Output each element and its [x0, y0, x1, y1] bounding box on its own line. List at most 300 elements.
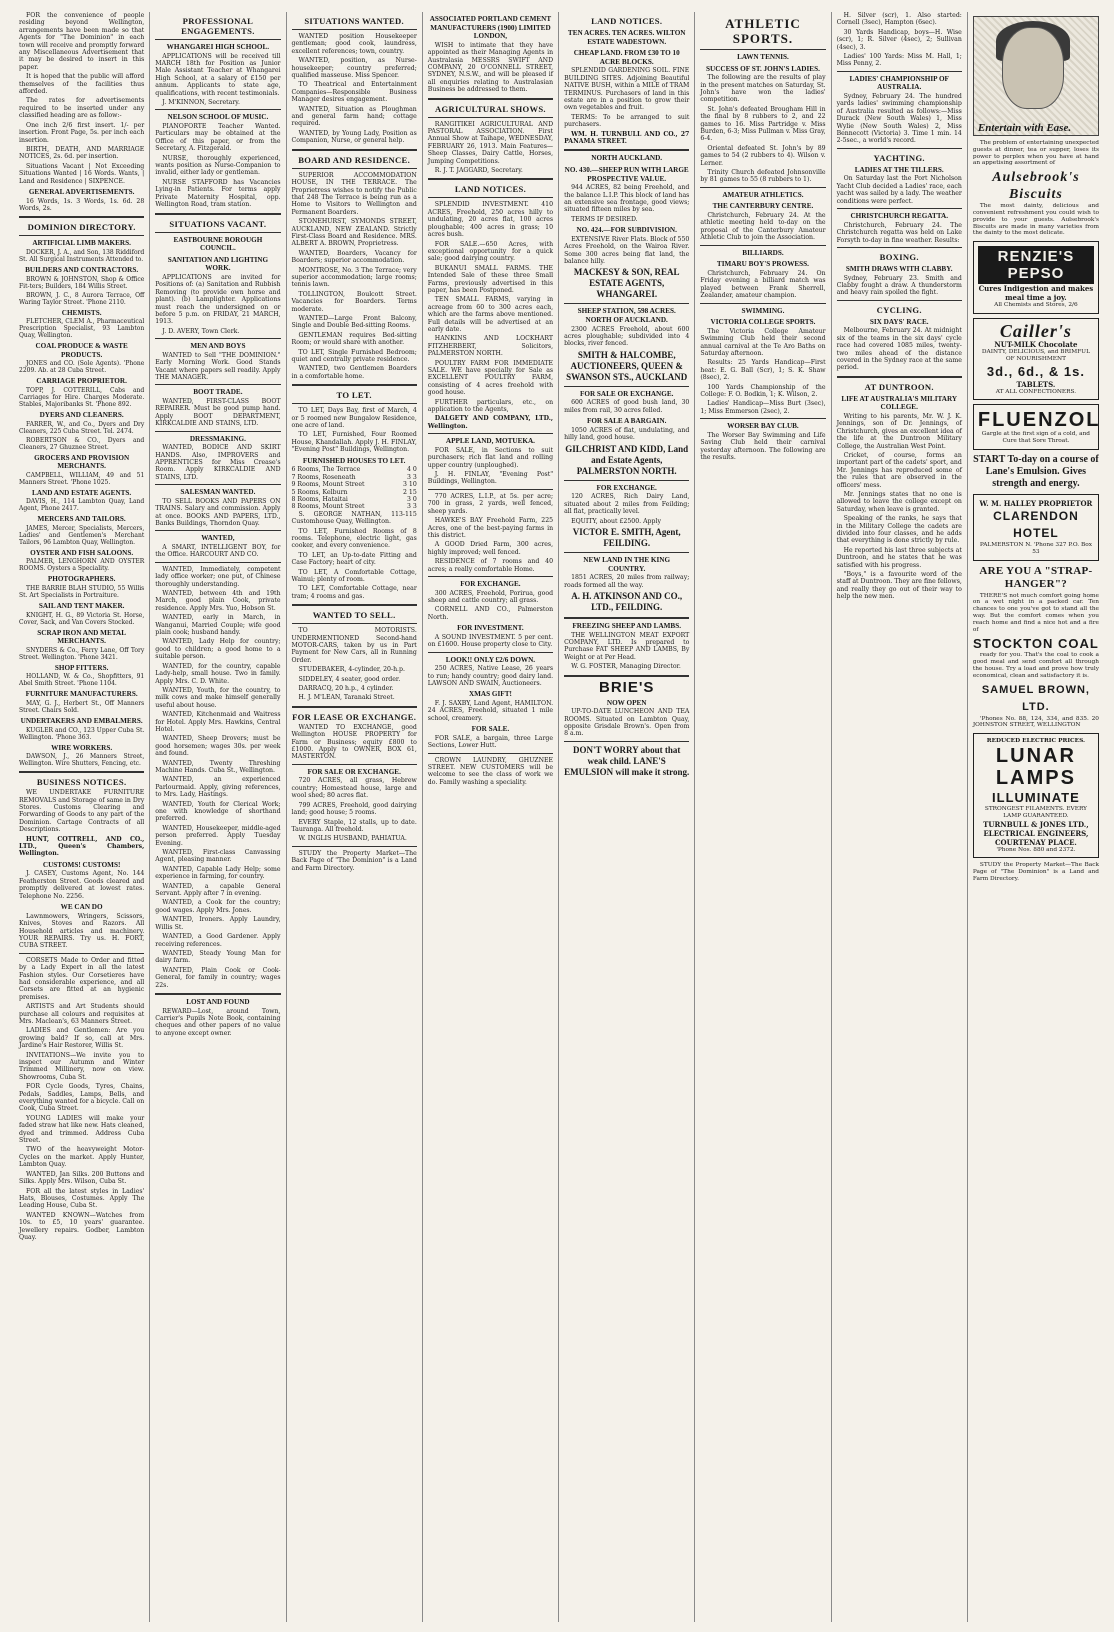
- small-ad: YOUNG LADIES will make your faded straw hat like new. Hats cleaned, dyed and trimmed. Address Cuba Street.: [19, 1114, 145, 1145]
- lamps-title: LAMPS: [995, 766, 1076, 789]
- dont-worry-ad: DON'T WORRY about that weak child. LANE'S EMULSION will make it strong.: [564, 744, 690, 777]
- furnished-row: [292, 503, 417, 510]
- sheep-station-heading: SHEEP STATION, 598 ACRES. NORTH OF AUCKLAND.: [577, 307, 676, 325]
- directory-category: SHOP FITTERS.: [54, 663, 109, 672]
- lunar-text: STRONGEST FILAMENTS. EVERY LAMP GUARANTEED.: [984, 805, 1087, 819]
- swimming-sub: VICTORIA COLLEGE SPORTS.: [710, 318, 816, 327]
- board-heading: BOARD AND RESIDENCE.: [298, 154, 411, 165]
- small-ad: WANTED, between 4th and 19th March, good plain Cook, private residence. Apply Mrs. Yuo, Hobson St.: [155, 590, 281, 612]
- business-notice-1-sig: HUNT, COTTRELL, AND CO., LTD., Queen's Chambers, Wellington.: [19, 835, 145, 858]
- rangitikei-sig: R. J. T. JAGGARD, Secretary.: [434, 167, 523, 175]
- freezing-heading: FREEZING SHEEP AND LAMBS.: [572, 621, 682, 630]
- sport-paragraph: Ladies' 100 Yards: Miss M. Hall, 1; Miss Penny, 2.: [836, 53, 962, 68]
- to-let-list: [292, 407, 417, 453]
- lunar-lamps-ad: [973, 733, 1099, 858]
- general-heading: GENERAL ADVERTISEMENTS.: [28, 187, 135, 196]
- furnished-row: [292, 466, 417, 473]
- xmas-text: F. J. SAXBY, Land Agent, HAMILTON. 24 ACRES, Freehold, situated 1 mile school, creamery.: [427, 699, 554, 722]
- furnished-house: 8 Rooms, Hataitai: [291, 495, 348, 503]
- col5-exchange-heading: FOR SALE OR EXCHANGE.: [579, 389, 674, 398]
- duntroon-heading: AT DUNTROON.: [864, 381, 934, 392]
- reduced-prices: REDUCED ELECTRIC PRICES.: [986, 738, 1086, 745]
- swimming-heading: SWIMMING.: [741, 306, 785, 315]
- small-ad: FOR Cycle Goods, Tyres, Chains, Pedals, Saddles, Lamps, Bells, and everything wanted for a bicycle. Call on Cook, Cuba Street.: [19, 1083, 145, 1113]
- bries-text: UP-TO-DATE LUNCHEON AND TEA ROOMS. Situated on Lambton Quay, opposite Grisdale Brown's. Open from 8 a.m.: [564, 708, 690, 738]
- sale-heading: FOR SALE.: [471, 725, 510, 734]
- swimming-paragraph: The Victoria College Amateur Swimming Club held their second annual carnival at the Te Aro Baths on Saturday afternoon.: [700, 327, 826, 357]
- north-auckland-terms: TERMS IF DESIRED.: [571, 215, 638, 223]
- more-land-list: [428, 493, 553, 573]
- cement-text: WISH to intimate that they have appointed as their Managing Agents in Australasia MESSRS SWIFT AND COMPANY, 20 O'CONNELL STREET, SYDNEY, N.S.W., and will be pleased if all enquiries relating to Australasian Business be addressed to them.: [427, 41, 554, 94]
- boxing-sub: SMITH DRAWS WITH CLABBY.: [845, 264, 953, 273]
- we-can-do-text: Lawnmowers, Wringers, Scissors, Knives, Stoves and Razors. All Household articles and machinery. YOUR REPAIRS. Try us. H. FORT, CUBA STREET.: [19, 912, 145, 950]
- nurse-text: NURSE, thoroughly experienced, wants position as Nurse-Companion to invalid, either lady or gentleman.: [155, 154, 281, 177]
- intro-text-2: It is hoped that the public will afford themselves of the facilities thus afforded.: [19, 73, 145, 96]
- regatta-text: Christchurch, February 24. The Christchurch regatta was held on Lake Forsyth to-day in fine weather. Results:: [836, 221, 962, 244]
- look-heading: LOOK!! ONLY £2/6 DOWN.: [445, 655, 536, 664]
- sheep-station-text: 2300 ACRES Freehold, about 600 acres ploughable; subdivided into 4 blocks, river fenced.: [564, 325, 690, 348]
- aulsebrook-text: The most dainty, delicious and convenient refreshment you could wish to provide to your guests. Aulsebrook's Biscuits are made in many varieties from the dainty to the most delicate.: [972, 203, 1099, 237]
- small-ad: WANTED, Lady Help for country; good to children; a good home to a suitable person.: [155, 638, 281, 661]
- dressmaking-heading: DRESSMAKING.: [189, 434, 246, 443]
- sale-ad: 799 ACRES, Freehold, good dairying land; good house; 5 rooms.: [291, 801, 417, 817]
- furnished-row: [292, 496, 417, 503]
- amateur-sub: THE CANTERBURY CENTRE.: [712, 202, 814, 211]
- general-rates: 16 Words, 1s. 3 Words, 1s. 6d. 28 Words, 2s.: [19, 197, 145, 212]
- cailler-sub: NUT-MILK Chocolate: [994, 339, 1078, 349]
- men-boys-text: WANTED to Sell "THE DOMINION." Early Morning Work. Good Stands Vacant where papers sell readily. Apply THE MANAGER.: [155, 351, 281, 381]
- board-ad: TO LET, Single Furnished Bedroom; quiet and centrally private residence.: [291, 348, 417, 364]
- situation-wanted-ad: WANTED, by Young Lady, Position as Companion, Nurse, or general help.: [291, 129, 417, 145]
- fluenzol-text: Gargle at the first sign of a cold, and Cure that Sore Throat.: [981, 431, 1091, 445]
- directory-category: LAND AND ESTATE AGENTS.: [32, 488, 132, 497]
- furnished-price: 3 3: [406, 473, 417, 481]
- furnished-price: 3 0: [406, 495, 417, 503]
- furnished-heading: FURNISHED HOUSES TO LET.: [302, 456, 406, 465]
- illuminate-title: ILLUMINATE: [992, 789, 1080, 805]
- swimming-paragraph: Ladies' Handicap—Miss Burt (3sec), 1; Miss Emmerson (2sec), 2.: [700, 400, 826, 415]
- property-market-note: STUDY the Property Market—The Back Page of "The Dominion" is a Land and Farm Directory.: [291, 849, 417, 872]
- wilton-sig: WM. H. TURNBULL AND CO., 27 PANAMA STREET.: [564, 130, 690, 146]
- furnished-house: 6 Rooms, The Terrace: [291, 466, 361, 474]
- situations-wanted-heading: SITUATIONS WANTED.: [304, 16, 404, 26]
- aulsebrook-title: Aulsebrook's Biscuits: [992, 170, 1080, 203]
- business-notices-heading: BUSINESS NOTICES.: [36, 777, 127, 788]
- atkinson-sig: A. H. ATKINSON AND CO., LTD., FEILDING.: [571, 590, 683, 612]
- intro-text: FOR the convenience of people residing beyond Wellington, arrangements have been made so that Agents for "The Dominion" in each town will receive and promptly forward any Miscellaneous Advertisement that it may be desired to insert in this paper.: [19, 12, 145, 71]
- directory-entry: FLETCHER, CLEM A., Pharmaceutical Prescription Specialist, 93 Lambton Quay, Wellington.: [19, 318, 145, 340]
- land-notice: A GOOD Dried Farm, 300 acres, highly improved; well fenced.: [427, 541, 554, 556]
- eastbourne-text: APPLICATIONS are invited for Positions of: (a) Sanitation and Rubbish Removing (to provide own horse and plant). (b) Lamplighter. Applications must reach the undersigned on or before 5 p.m. on FRIDAY, 21 MARCH, 1913.: [155, 273, 281, 326]
- sell-ad: DARRACQ, 20 h.p., 4 cylinder.: [298, 685, 394, 693]
- to-let-ad: TO LET, Comfortable Cottage, near tram; 4 rooms and gas.: [291, 585, 417, 600]
- freezing-sig: W. G. FOSTER, Managing Director.: [571, 663, 681, 671]
- to-let-ad: TO LET, an Up-to-date Fitting and Case Factory; heart of city.: [291, 551, 417, 567]
- bries-sub: NOW OPEN: [606, 698, 647, 707]
- equity-text: EQUITY, about £2500. Apply: [571, 517, 661, 525]
- col5-exchange2-text: 120 ACRES, Rich Dairy Land, situated about 2 miles from Feilding; all flat, practically level.: [564, 493, 690, 516]
- duntroon-article: [837, 413, 962, 569]
- small-ad: ARTISTS and Art Students should purchase all colours and requisites at Mrs. Maclean's, 63 Manners Street.: [19, 1003, 145, 1025]
- directory-entry: THE BARRIE BLAH STUDIO, 55 Willis St. Art Specialists in Portraiture.: [19, 585, 145, 600]
- men-boys-heading: MEN AND BOYS: [190, 342, 246, 351]
- furnished-house: 8 Rooms, Mount Street: [291, 503, 365, 511]
- column-4: [423, 12, 559, 1622]
- directory-entry: MAY, G. J., Herbert St., Off Manners Street. Chairs Sold.: [19, 700, 145, 715]
- small-ad: WANTED, Immediately, competent lady office worker; one put, of Chinese thoroughly understanding.: [155, 565, 281, 588]
- sale-ad: EVERY Staple, 12 stalls, up to date. Tauranga. All freehold.: [291, 818, 417, 833]
- directory-entry: FARRER, W., and Co., Dyers and Dry Cleaners, 225 Cuba Street. Tel. 2474.: [19, 420, 145, 435]
- cycling-sub: SIX DAYS' RACE.: [869, 317, 929, 326]
- directory-category: BUILDERS AND CONTRACTORS.: [25, 265, 139, 274]
- amateur-text: Christchurch, February 24. At the athletic meeting held to-day on the proposal of the Canterbury Amateur Athletic Club to join the Association.: [700, 212, 826, 242]
- fluenzol-ad: [973, 404, 1099, 450]
- small-ad: WANTED, Plain Cook or Cook-General, for family in country; wages 22s.: [155, 966, 281, 989]
- column-7: [832, 12, 968, 1622]
- business-notice-1: WE UNDERTAKE FURNITURE REMOVALS and Storage of same in Dry Stores. Customs Clearing and Forwarding of Goods to any part of the Dominion. Cartage Contracts of all Descriptions.: [19, 789, 145, 834]
- worser-bay-text: The Worser Bay Swimming and Life Saving Club held their carnival yesterday afternoon. The following are the results.: [700, 431, 826, 461]
- wanted-heading: WANTED,: [201, 534, 235, 543]
- col5-exchange2-heading: FOR EXCHANGE.: [596, 483, 657, 492]
- directory-entry: DAVIS, H., 114 Lambton Quay, Land Agent, Phone 2417.: [19, 498, 145, 513]
- cycling-text: Melbourne, February 24. At midnight six of the teams in the six days' cycle race had covered 1085 miles, twenty-two miles ahead of the distance covered in the Sydney race at the same period.: [836, 327, 962, 372]
- small-ad: TWO of the heavyweight Motor-Cycles on the market. Apply Hunter, Lambton Quay.: [19, 1146, 145, 1169]
- directory-entry: BROWN & JOHNSTON, Shop & Office Fit-ters; Builders, 184 Willis Street.: [19, 275, 145, 290]
- situations-vacant-heading: SITUATIONS VACANT.: [169, 218, 267, 229]
- wilton-terms: TERMS: To be arranged to suit purchasers.: [564, 113, 690, 129]
- small-ad: WANTED, for the country, capable Lady-help, small house. Two in family. Apply Mrs. C. D. White.: [155, 662, 281, 685]
- entertain-text: The problem of entertaining unexpected guests at dinner, tea or supper, loses its power to perplex when you have at hand an appetising assortment of: [972, 140, 1099, 167]
- boot-trade-heading: BOOT TRADE.: [193, 388, 243, 397]
- amateur-heading: AMATEUR ATHLETICS.: [722, 190, 804, 199]
- boxing-text: Sydney, February 23. Smith and Clabby fought a draw. A thunderstorm and heavy rain spoiled the fight.: [836, 274, 962, 297]
- eastbourne-sub: SANITATION AND LIGHTING WORK.: [167, 255, 269, 273]
- furnished-price: 3 10: [403, 481, 417, 489]
- furnished-row: [292, 481, 417, 488]
- renzie-ad: [973, 241, 1099, 314]
- board-list: [292, 172, 417, 381]
- athletic-sports-heading: ATHLETIC SPORTS.: [725, 16, 801, 46]
- directory-entry: KNIGHT, H. G., 89 Victoria St. Horse, Cover, Sack, and Van Covers Stocked.: [19, 611, 145, 626]
- swimming-paragraph: Results: 25 Yards Handicap—First heat: E. G. Ball (Scr), 1; S. K. Shaw (8sec), 2.: [700, 359, 826, 382]
- situation-wanted-ad: WANTED position Housekeeper gentleman; good cook, laundress, excellent references; town, country.: [291, 33, 417, 55]
- duntroon-paragraph: Writing to his parents, Mr. W. J. K. Jennings, son of Dr. Jennings, of Christchurch, gives an excellent idea of the life at the Duntroon Military College, the Australian West Point.: [836, 412, 962, 450]
- directory-category: SAIL AND TENT MAKER.: [38, 602, 125, 611]
- wilton-sub: CHEAP LAND. FROM £30 TO 10 ACRE BLOCKS.: [573, 49, 680, 66]
- lawn-tennis-heading: LAWN TENNIS.: [737, 53, 789, 61]
- directory-entry: KUGLER and CO., 123 Upper Cuba St. Wellington. 'Phone 363.: [19, 726, 145, 741]
- bries-title: BRIE'S: [598, 678, 655, 696]
- column-6: [695, 12, 831, 1622]
- situations-rates: Situations Vacant | Not Exceeding Situations Wanted | 16 Words. Wants, | Land and Residence | SIXPENCE.: [19, 162, 145, 185]
- portrait-face-shape: [1002, 27, 1064, 109]
- small-ad: WANTED, a capable General Servant. Apply after 7 in evening.: [155, 882, 281, 898]
- cement-heading: ASSOCIATED PORTLAND CEMENT MANUFACTURERS (1900) LIMITED LONDON,: [429, 15, 552, 41]
- samuel-brown-title: SAMUEL BROWN, LTD.: [981, 683, 1090, 713]
- yachting-text: On Saturday last the Port Nicholson Yacht Club decided a Ladies' race, each yacht was sailed by a lady. The weather conditions were perfect.: [836, 175, 962, 205]
- lost-found-heading: LOST AND FOUND: [186, 997, 250, 1006]
- dressmaking-text: WANTED, BODICE AND SKIRT HANDS. Also, IMPROVERS and APPRENTICES for Miss Crease's Room. Apply KIRKCALDIE AND STAINS, LTD.: [155, 444, 281, 481]
- small-ad: WANTED, First-class Canvassing Agent, pleasing manner.: [155, 849, 281, 864]
- directory-category: UNDERTAKERS AND EMBALMERS.: [20, 717, 143, 726]
- directory-entry: CAMPBELL, WILLIAM, 49 and 51 Manners Street. 'Phone 1025.: [19, 471, 145, 486]
- cailler-title: Cailler's: [999, 320, 1072, 341]
- investment-heading: FOR INVESTMENT.: [457, 624, 524, 633]
- land-notice: TEN SMALL FARMS, varying in acreage from 60 to 300 acres each, which are the farms above mentioned. Full details will be advertised at an early date.: [427, 296, 554, 333]
- directory-entry: HOLLAND, W. & Co., Shopfitters, 91 Abel Smith Street. 'Phone 1104.: [19, 673, 145, 688]
- small-ad: WANTED, Youth, for the country, to milk cows and make himself generally useful about house.: [155, 686, 281, 709]
- directory-entry: TOPP, J. COTTERILL, Cabs and Carriages for Hire. Charges Moderate. Stables, Majoribanks St. 'Phone 892.: [19, 386, 145, 408]
- lease-text: WANTED TO EXCHANGE, good Wellington HOUSE PROPERTY for Farm or Business; equity £800 to £1000. Apply to OWNER, BOX 61, MASTERTON.: [291, 723, 417, 761]
- column-3: [287, 12, 423, 1622]
- land-notices-heading-2: LAND NOTICES.: [591, 16, 663, 26]
- small-ad: WANTED, Sheep Drovers; must be good horsemen; wages 30s. per week and found.: [155, 735, 281, 758]
- directory-list: [19, 239, 144, 767]
- land-notice: HANKINS AND LOCKHART FITZHERBERT, Solicitors, PALMERSTON NORTH.: [427, 335, 554, 358]
- stockton-title: STOCKTON COAL: [972, 636, 1099, 652]
- land-notice: HAWKE'S BAY Freehold Farm, 225 Acres, one of the best-paying farms in this district.: [427, 517, 554, 539]
- regatta-heading: CHRISTCHURCH REGATTA.: [850, 212, 949, 221]
- cailler-text: DAINTY, DELICIOUS, and BRIMFUL OF NOURISHMENT: [981, 348, 1090, 362]
- lane-emulsion-ad: START To-day on a course of Lane's Emulsion. Gives strength and energy.: [973, 453, 1099, 489]
- turnbull-jones: TURNBULL & JONES LTD., ELECTRICAL ENGINEERS, COURTENAY PLACE.: [983, 819, 1089, 847]
- billiards-text: Christchurch, February 24. On Friday evening a billiard match was played between Frank Sherrell, Zealander, amateur champion.: [700, 269, 826, 300]
- small-ad: CORSETS Made to Order and fitted by a Lady Expert in all the latest Fashion styles. Our Corsetieres have had considerable experience, and all Corsets are fitted at an hygienic premises.: [19, 956, 145, 1001]
- clarendon-ad: [973, 494, 1099, 561]
- whangarei-heading: WHANGAREI HIGH SCHOOL.: [166, 43, 270, 51]
- directory-category: GROCERS AND PROVISION MERCHANTS.: [34, 453, 130, 471]
- land-notice: 770 ACRES, L.I.P., at 5s. per acre; 700 in grass, 2 yards, well fenced, sheep yards.: [427, 492, 554, 515]
- land-notice: RESIDENCE of 7 rooms and 40 acres; a really comfortable Home.: [427, 558, 554, 573]
- billiards-heading: BILLIARDS.: [742, 248, 784, 257]
- salesman-heading: SALESMAN WANTED.: [180, 488, 256, 497]
- land-notice: POULTRY FARM FOR IMMEDIATE SALE. WE have specially for Sale as EXCELLENT POULTRY FARM, consisting of 4 acres freehold with good house.: [427, 359, 554, 397]
- renzie-title: RENZIE'S PEPSO: [978, 246, 1094, 284]
- sale-exchange-list: [292, 777, 417, 833]
- directory-category: MERCERS AND TAILORS.: [37, 515, 126, 524]
- directory-entry: DOCKER, J. A., and Son, 138 Riddiford St. All Surgical Instruments Attended to.: [19, 248, 145, 263]
- board-ad: MONTROSE, No. 3 The Terrace; very superior accommodation; large rooms; tennis lawn.: [291, 266, 417, 289]
- situations-wanted-list: [292, 33, 417, 145]
- col1-small-ads: [19, 957, 144, 1242]
- directory-entry: BROWN, J. C., 8 Aurora Terrace, Off Waring Taylor Street. 'Phone 2110.: [19, 291, 145, 306]
- land-notices-list: [428, 201, 553, 413]
- sale-text: FOR SALE, a bargain, three Large Sections, Lower Hutt.: [427, 734, 554, 750]
- directory-category: COAL PRODUCE & WASTE PRODUCTS.: [35, 342, 128, 359]
- wilton-text: SPLENDID GARDENING SOIL. FINE BUILDING SITES. Adjoining Beautiful NATIVE BUSH, within a MILE of TRAM TERMINUS. Purchasers of land in this estate are in a position to grow their own vegetables and fruit.: [564, 67, 690, 112]
- small-ad: WANTED, Capable Lady Help; some experience in farming, for country.: [155, 865, 281, 881]
- apple-land-text: FOR SALE, in Sections to suit purchasers; rich flat land and rolling upper country (unploughed).: [427, 446, 554, 469]
- small-ad: WANTED, Kitchenmaid and Waitress for Hotel. Apply Mrs. Hawkins, Central Hotel.: [155, 711, 281, 733]
- directory-heading: DOMINION DIRECTORY.: [27, 222, 136, 233]
- directory-category: DYERS AND CLEANERS.: [39, 410, 124, 419]
- small-ad: WANTED, Ironers. Apply Laundry, Willis St.: [155, 916, 281, 931]
- sale-sig: W. INGLIS HUSBAND, PAHIATUA.: [298, 835, 407, 843]
- small-ad: WANTED KNOWN—Watches from 10s. to £5, 10 years' guarantee. Jewellery repairs. Godber, Lambton Quay.: [19, 1211, 145, 1241]
- lawn-tennis-sub: SUCCESS OF ST. JOHN'S LADIES.: [706, 64, 820, 73]
- furnished-price: 3 3: [406, 503, 417, 511]
- directory-entry: ROBERTSON & CO., Dyers and Cleaners, 27 Ghuznee Street.: [19, 436, 145, 451]
- exchange-text: 300 ACRES, Freehold, Porirua, good sheep and cattle country; all grass.: [427, 589, 554, 604]
- furnished-house: 7 Rooms, Roseneath: [291, 473, 356, 481]
- furnished-row: [292, 474, 417, 481]
- cailler-tablets: TABLETS.: [1016, 379, 1056, 389]
- board-ad: WANTED, Boarders, Vacancy for Boarders; superior accommodation.: [291, 249, 417, 265]
- north-auckland-sub: NO. 430.—SHEEP RUN WITH LARGE PROSPECTIVE VALUE.: [564, 166, 689, 183]
- land-notice: FOR SALE.—650 Acres, with exceptional opportunity for a quick sale; good dairying country.: [427, 240, 554, 263]
- directory-category: CARRIAGE PROPRIETOR.: [36, 377, 127, 386]
- situation-wanted-ad: WANTED, Situation as Ploughman and general farm hand; cottage required.: [291, 105, 417, 128]
- small-ad: WANTED, Youth for Clerical Work; one with knowledge of shorthand preferred.: [155, 800, 281, 823]
- board-ad: WANTED—Large Front Balcony, Single and Double Bed-sitting Rooms.: [291, 315, 417, 330]
- board-ad: SUPERIOR ACCOMMODATION HOUSE, IN THE TERRACE. The Proprietress wishes to notify the Public that 248 The Terrace is being run as a Home to Visitors to Wellington and Permanent Boarders.: [291, 171, 417, 216]
- situation-wanted-ad: TO Theatrical and Entertainment Companies—Responsible Business Manager desires engagement.: [291, 81, 417, 104]
- billiards-sub: TIMARU BOY'S PROWESS.: [716, 260, 809, 269]
- tennis-paragraph: St. John's defeated Brougham Hill in the final by 8 rubbers to 2, and 22 games to 16. Miss Partridge v. Miss Burden, 6-3; Miss Pullman v. Miss Gray, 6-4.: [700, 105, 826, 143]
- stockton-text: ready for you. That's the coal to cook a good meal and send comfort all through the house. Try a load and prove how truly economical, clean and satisfactory it is.: [972, 652, 1099, 679]
- look-text: 250 ACRES, Native Lease, 26 years to run; handy country; good dairy land. LAWSON AND SWAIN, Auctioneers.: [427, 665, 554, 687]
- tennis-paragraph: The following are the results of play in the present matches on Saturday, St. John's have won the ladies' competition.: [700, 74, 826, 104]
- small-ad: FOR all the latest styles in Ladies' Hats, Blouses, Costumes. Apply The Leading House, Cuba St.: [19, 1187, 145, 1210]
- ladies-champ-text: Sydney, February 24. The hundred yards ladies' swimming championship of Australia resulted as follows:—Miss Durack (New South Wales) 1, Miss Wylie (New South Wales) 2, Miss Bennecott (Victoria) 3. Time 1 min. 14 2-5sec., a world's record.: [836, 93, 962, 145]
- directory-entry: SNYDERS & Co., Ferry Lane, Off Tory Street. Wellington. 'Phone 3421.: [19, 646, 145, 661]
- lost-found-text: REWARD—Lost, around Town, Carrier's Pupils Note Book, containing cheques and other papers of no value to anyone except owner.: [155, 1007, 281, 1037]
- column-1: [14, 12, 150, 1622]
- column-5: [559, 12, 695, 1622]
- wanted-to-sell-heading: WANTED TO SELL.: [312, 610, 396, 621]
- investment-text: A SOUND INVESTMENT. 5 per cent. on £1600. House property close to City.: [427, 633, 554, 649]
- smith-halcombe-sig: SMITH & HALCOMBE, AUCTIONEERS, QUEEN & SWANSON STS., AUCKLAND: [566, 349, 688, 382]
- victor-smith-sig: VICTOR E. SMITH, Agent, FEILDING.: [572, 526, 681, 548]
- column-8-ads: [968, 12, 1104, 1622]
- land-notice: SPLENDID INVESTMENT. 410 ACRES, Freehold, 250 acres hilly to undulating, 20 acres flat, 100 acres ploughable; 400 acres in grass; 10 acres bush.: [427, 201, 554, 239]
- small-ad: INVITATIONS—We invite you to inspect our Autumn and Winter Trimmed Millinery, now on view. Showrooms, Cuba St.: [19, 1051, 145, 1081]
- sale-exchange-heading: FOR SALE OR EXCHANGE.: [307, 767, 401, 776]
- nelson-text: PIANOFORTE Teacher Wanted. Particulars may be obtained at the Office of this paper, or from the Secretary, A. Fitzgerald.: [155, 123, 281, 153]
- small-ad: WANTED, Twenty Threshing Machine Hands. Cuba St., Wellington.: [155, 759, 281, 774]
- directory-category: SCRAP IRON AND METAL MERCHANTS.: [37, 628, 126, 646]
- furnished-row: [292, 489, 417, 496]
- directory-category: WIRE WORKERS.: [51, 743, 113, 752]
- mackesy-sig: MACKESY & SON, REAL ESTATE AGENTS, WHANGAREI.: [573, 267, 680, 300]
- rates-text: The rates for advertisements required to be inserted under any classified heading are as follow:-: [19, 97, 145, 120]
- duntroon-paragraph: Speaking of the ranks, he says that in the Military College the cadets are divided into four classes, and he adds that everything is done strictly by rule.: [836, 515, 962, 545]
- apple-land-heading: APPLE LAND, MOTUEKA.: [445, 437, 535, 446]
- exchange-heading: FOR EXCHANGE.: [460, 579, 521, 588]
- to-let-list-2: [292, 528, 417, 601]
- professional-heading: PROFESSIONAL ENGAGEMENTS.: [181, 16, 255, 36]
- apple-land-sig: J. H. FINLAY, "Evening Post" Buildings, Wellington.: [427, 471, 554, 486]
- rates-text-2: One inch 2/6 first insert. 1/- per insertion. Front Page, 5s. per inch each insertion.: [19, 121, 145, 144]
- sport-continued: [837, 12, 962, 68]
- situation-wanted-ad: WANTED, position, as Nurse-housekeeper; country preferred; qualified masseuse. Miss Spencer.: [291, 57, 417, 80]
- salesman-text: TO SELL BOOKS AND PAPERS ON TRAINS. Salary and commission. Apply at once. BOOKS AND PAPERS, LTD., Banks Buildings, Thorndon Quay.: [155, 497, 281, 527]
- directory-entry: PALMER, LENGHORN AND OYSTER ROOMS. Oysters a Speciality.: [19, 558, 145, 573]
- lunar-title: LUNAR: [995, 744, 1076, 767]
- land-notice: BUKANUI SMALL FARMS. THE Intended Sale of these three Small Farms, previously advertised in this paper, has been Postponed.: [427, 264, 554, 294]
- to-let-ad: TO LET, Furnished Rooms of 8 rooms. Telephone, electric light, gas cooker, and every convenience.: [291, 527, 417, 550]
- boot-trade-text: WANTED, FIRST-CLASS BOOT REPAIRER. Must be good pump hand. Apply BOOT DEPARTMENT, KIRKCALDIE AND STAINS, LTD.: [155, 397, 281, 428]
- swimming-report: [700, 328, 825, 415]
- whangarei-sig: J. M'KINNON, Secretary.: [162, 99, 240, 107]
- xmas-heading: XMAS GIFT!: [468, 690, 512, 699]
- king-country-text: 1851 ACRES, 20 miles from railway; roads formed all the way.: [564, 574, 690, 589]
- directory-entry: JAMES, Mercer, Specialists, Mercers, Ladies' and Gentlemen's Merchant Tailors, 96 Lambton Quay, Wellington.: [19, 524, 145, 546]
- directory-entry: JONES and CO. (Sole Agents). 'Phone 2209. Ab. at 28 Cuba Street.: [19, 360, 145, 375]
- col8-property-note: STUDY the Property Market—The Back Page of "The Dominion" is a Land and Farm Directory.: [972, 862, 1099, 882]
- samuel-brown-address: 'Phones No. 88, 124, 334, and 835. 20 JOHNSTON STREET, WELLINGTON: [972, 715, 1099, 729]
- directory-category: CHEMISTS.: [61, 308, 102, 317]
- customs-heading: CUSTOMS! CUSTOMS!: [42, 860, 121, 869]
- subdivision-text: EXTENSIVE River Flats. Block of 550 Acres Freehold, on the Wairoa River. Some 300 acres being flat land, the balance hilly.: [564, 235, 690, 266]
- lease-heading: FOR LEASE OR EXCHANGE.: [292, 711, 417, 722]
- customs-text: J. CASEY, Customs Agent, No. 144 Featherston Street. Goods cleared and promptly delivered at lowest rates. Telephone No. 2256.: [19, 870, 145, 900]
- strap-text: THERE'S not much comfort going home on a wet night in a packed car. Ten chances to one you've got to stand all the way. But the comfort comes when you reach home and find a nice hot and a fire of: [972, 592, 1099, 633]
- tennis-paragraph: Trinity Church defeated Johnsonville by 81 games to 55 (8 rubbers to 1).: [700, 169, 826, 184]
- sell-ad: TO MOTORISTS. UNDERMENTIONED Second-hand MOTOR-CARS, taken by us in Part Payment for New Cars, all in Running Order.: [291, 627, 417, 664]
- sport-paragraph: 30 Yards Handicap, boys—H. Wise (scr), 1; R. Silver (4sec), 2; Sullivan (4sec), 3.: [836, 28, 962, 51]
- bargain-heading: FOR SALE A BARGAIN.: [586, 417, 667, 426]
- boxing-heading: BOXING.: [879, 251, 919, 262]
- worser-bay-heading: WORSER BAY CLUB.: [727, 422, 799, 431]
- whangarei-text: APPLICATIONS will be received till MARCH 18th for Position as Junior Male Assistant Teacher at Whangarei High School, at a salary of £150 per annum. Applicants to state age, qualifications, with recent testimonials.: [155, 52, 281, 97]
- halley-text: W. M. HALLEY PROPRIETOR: [979, 498, 1093, 508]
- furnished-price: 2 15: [403, 488, 417, 496]
- dalgety-sig: DALGETY AND COMPANY, LTD., Wellington.: [427, 415, 554, 430]
- clarendon-title: CLARENDON HOTEL: [993, 508, 1079, 540]
- furnished-house: 9 Rooms, Mount Street: [291, 481, 365, 489]
- fluenzol-title: FLUENZOL: [977, 409, 1101, 432]
- bargain-text: 1050 ACRES of flat, undulating, and hilly land, good house.: [564, 426, 690, 442]
- subdivision-heading: NO. 424.—FOR SUBDIVISION.: [576, 226, 677, 235]
- cailler-price: 3d., 6d., & 1s.: [986, 363, 1085, 379]
- small-ad: WANTED, a Good Gardener. Apply receiving references.: [155, 933, 281, 948]
- small-ad: WANTED, Housekeeper, middle-aged person preferred. Apply Tuesday Evening.: [155, 824, 281, 847]
- strap-heading: ARE YOU A "STRAP-HANGER"?: [979, 564, 1093, 590]
- cailler-footer: AT ALL CONFECTIONERS.: [995, 388, 1077, 395]
- small-ad: WANTED, a Cook for the country; good wages. Apply Mrs. Jones.: [155, 899, 281, 914]
- gilchrist-sig: GILCHRIST AND KIDD, Land and Estate Agents, PALMERSTON NORTH.: [565, 443, 689, 476]
- directory-category: ARTIFICIAL LIMB MAKERS.: [32, 239, 131, 248]
- tennis-report: [700, 74, 825, 184]
- turnbull-phone: 'Phone Nos. 880 and 2372.: [996, 846, 1076, 853]
- clarendon-sub: PALMERSTON N. 'Phone 327 P.O. Box 53: [979, 541, 1092, 555]
- column-2: [150, 12, 286, 1622]
- col5-exchange-text: 600 ACRES of good bush land, 30 miles from rail, 30 acres felled.: [564, 399, 690, 414]
- duntroon-paragraph: Cricket, of course, forms an important part of the cadets' sport, and Mr. Jennings has reproduced some of the rules that are observed in the officers' mess.: [836, 451, 962, 489]
- directory-category: PHOTOGRAPHERS.: [47, 575, 116, 584]
- freezing-text: THE WELLINGTON MEAT EXPORT COMPANY, LTD. Is prepared to Purchase FAT SHEEP AND LAMBS, By Weight or at Per Head.: [564, 631, 690, 661]
- wilton-heading: TEN ACRES. TEN ACRES. WILTON ESTATE WADESTOWN.: [567, 29, 686, 46]
- small-ad: WANTED, early in March, in Wanganui, Married Couple; wife good plain cook; husband handy.: [155, 614, 281, 637]
- small-ad: WANTED, Steady Young Man for dairy farm.: [155, 949, 281, 965]
- aulsebrook-illustration: [973, 16, 1099, 136]
- small-ad: WANTED, Jan Silks. 200 Buttons and Silks. Apply Mrs. Wilson, Cuba St.: [19, 1170, 145, 1186]
- north-auckland-text: 944 ACRES, 82 being Freehold, and the balance L.I.P. This block of land has an extensive sea frontage, good views; situated fifteen miles by sea.: [564, 184, 690, 214]
- board-ad: STONEHURST, SYMONDS STREET, AUCKLAND, NEW ZEALAND. Strictly First-Class Board and Residence. MRS. ALBERT A. BROWN, Proprietress.: [291, 218, 417, 248]
- ladies-champ-heading: LADIES' CHAMPIONSHIP OF AUSTRALIA.: [849, 74, 949, 92]
- yachting-heading: YACHTING.: [873, 152, 925, 163]
- agricultural-heading: AGRICULTURAL SHOWS.: [434, 103, 546, 114]
- eastbourne-heading: EASTBOURNE BOROUGH COUNCIL.: [173, 235, 263, 253]
- sell-ad: STUDEBAKER, 4-cylinder, 20-h.p.: [298, 666, 405, 674]
- tennis-paragraph: Oriental defeated St. John's by 89 games to 54 (2 rubbers to 4). Wilson v. Lerner.: [700, 144, 826, 167]
- sell-sig: H. J. M'LEAN, Taranaki Street.: [298, 694, 395, 702]
- north-auckland-heading: NORTH AUCKLAND.: [591, 154, 663, 163]
- furnished-table: [292, 466, 417, 510]
- to-let-heading: TO LET.: [336, 390, 372, 401]
- renzie-text: Cures Indigestion and makes meal time a joy.: [978, 284, 1094, 303]
